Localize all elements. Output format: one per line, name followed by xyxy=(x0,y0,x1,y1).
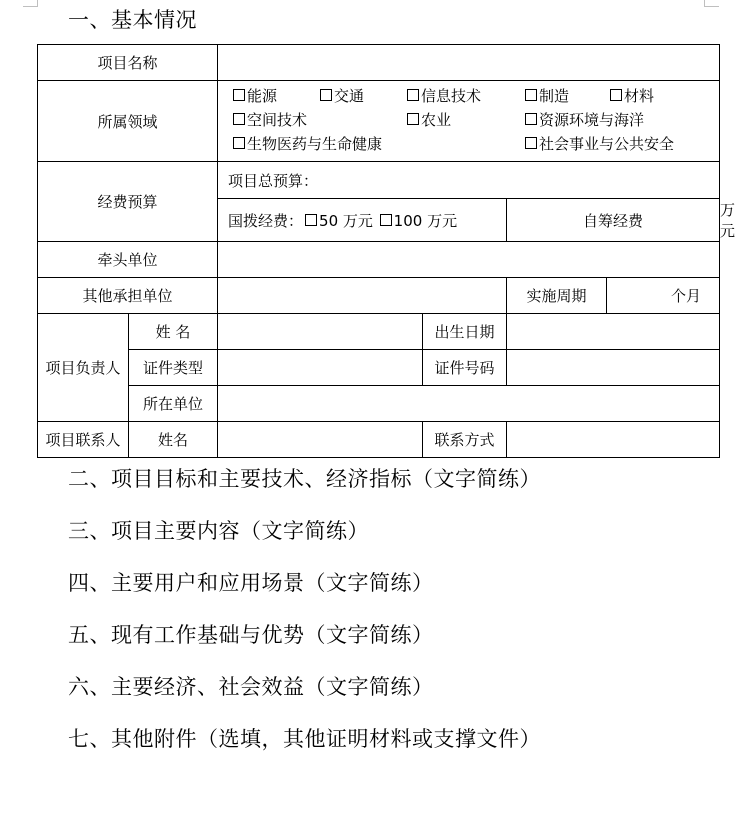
total-budget-label: 项目总预算： xyxy=(228,171,319,190)
checkbox-icon[interactable] xyxy=(610,89,622,101)
option-manufacturing-label: 制造 xyxy=(539,87,570,105)
option-materials[interactable] xyxy=(610,86,654,106)
section-heading-content: 三、项目主要内容（文字简练） xyxy=(68,519,369,543)
id-number-label: 证件号码 xyxy=(423,350,507,386)
row-leader-affiliation xyxy=(38,386,720,422)
field-label: 所属领域 xyxy=(38,81,218,162)
other-units-value-cell[interactable] xyxy=(218,278,507,314)
other-units-label: 其他承担单位 xyxy=(38,278,218,314)
page-corner-mark-right xyxy=(704,0,719,7)
option-materials-label: 材料 xyxy=(624,87,655,105)
period-unit: 个月 xyxy=(671,287,702,305)
row-field xyxy=(38,81,720,162)
row-lead-unit xyxy=(38,242,720,278)
allocation-label: 国拨经费： xyxy=(228,211,304,230)
row-other-units xyxy=(38,278,720,314)
section-heading-attachments: 七、其他附件（选填，其他证明材料或支撑文件） xyxy=(68,727,541,751)
row-budget-total xyxy=(38,162,720,199)
checkbox-icon[interactable] xyxy=(233,137,245,149)
option-transport[interactable] xyxy=(320,86,364,106)
option-social-label: 社会事业与公共安全 xyxy=(539,135,675,153)
option-space[interactable] xyxy=(233,110,307,130)
checkbox-icon[interactable] xyxy=(407,113,419,125)
period-value-cell[interactable] xyxy=(607,278,720,314)
checkbox-icon[interactable] xyxy=(525,113,537,125)
leader-name-value-cell[interactable] xyxy=(218,314,423,350)
lead-unit-label: 牵头单位 xyxy=(38,242,218,278)
option-energy[interactable] xyxy=(233,86,277,106)
checkbox-icon[interactable] xyxy=(525,137,537,149)
checkbox-icon[interactable] xyxy=(233,113,245,125)
checkbox-icon[interactable] xyxy=(380,214,392,226)
option-social[interactable] xyxy=(525,134,674,154)
option-space-label: 空间技术 xyxy=(247,111,308,129)
option-energy-label: 能源 xyxy=(247,87,278,105)
allocation-option-100: 100 万元 xyxy=(393,211,458,230)
section-heading-foundation: 五、现有工作基础与优势（文字简练） xyxy=(68,623,434,647)
birth-label: 出生日期 xyxy=(423,314,507,350)
contact-label: 项目联系人 xyxy=(38,422,129,458)
option-resources-label: 资源环境与海洋 xyxy=(539,111,645,129)
affiliation-label: 所在单位 xyxy=(129,386,218,422)
page-corner-mark-left xyxy=(23,0,38,7)
checkbox-icon[interactable] xyxy=(320,89,332,101)
contact-name-label: 姓名 xyxy=(129,422,218,458)
budget-label: 经费预算 xyxy=(38,162,218,242)
project-name-label: 项目名称 xyxy=(38,45,218,81)
option-transport-label: 交通 xyxy=(334,87,365,105)
option-agriculture-label: 农业 xyxy=(421,111,452,129)
self-funding-label: 自筹经费 xyxy=(507,199,720,242)
total-budget-cell[interactable] xyxy=(218,162,720,199)
section-heading-users: 四、主要用户和应用场景（文字简练） xyxy=(68,571,434,595)
project-name-value-cell[interactable] xyxy=(218,45,720,81)
checkbox-icon[interactable] xyxy=(305,214,317,226)
checkbox-icon[interactable] xyxy=(233,89,245,101)
option-agriculture[interactable] xyxy=(407,110,451,130)
row-contact xyxy=(38,422,720,458)
contact-method-label: 联系方式 xyxy=(423,422,507,458)
period-label: 实施周期 xyxy=(507,278,607,314)
option-it[interactable] xyxy=(407,86,481,106)
option-it-label: 信息技术 xyxy=(421,87,482,105)
leader-label: 项目负责人 xyxy=(38,314,129,422)
birth-value-cell[interactable] xyxy=(507,314,720,350)
field-options-cell xyxy=(218,81,720,162)
checkbox-icon[interactable] xyxy=(525,89,537,101)
allocation-cell xyxy=(218,199,507,242)
row-leader-name xyxy=(38,314,720,350)
row-project-name xyxy=(38,45,720,81)
self-funding-unit: 万元 xyxy=(720,201,736,240)
affiliation-value-cell[interactable] xyxy=(218,386,720,422)
row-leader-id xyxy=(38,350,720,386)
checkbox-icon[interactable] xyxy=(407,89,419,101)
section-heading-basic-info: 一、基本情况 xyxy=(68,8,197,32)
section-heading-benefits: 六、主要经济、社会效益（文字简练） xyxy=(68,675,434,699)
option-bio[interactable] xyxy=(233,134,382,154)
option-manufacturing[interactable] xyxy=(525,86,569,106)
lead-unit-value-cell[interactable] xyxy=(218,242,720,278)
id-number-value-cell[interactable] xyxy=(507,350,720,386)
contact-method-value-cell[interactable] xyxy=(507,422,720,458)
contact-name-value-cell[interactable] xyxy=(218,422,423,458)
name-label: 姓 名 xyxy=(129,314,218,350)
id-type-label: 证件类型 xyxy=(129,350,218,386)
option-resources[interactable] xyxy=(525,110,644,130)
option-bio-label: 生物医药与生命健康 xyxy=(247,135,383,153)
section-heading-goals: 二、项目目标和主要技术、经济指标（文字简练） xyxy=(68,467,541,491)
id-type-value-cell[interactable] xyxy=(218,350,423,386)
basic-info-table xyxy=(37,44,736,458)
allocation-option-50: 50 万元 xyxy=(319,211,373,230)
